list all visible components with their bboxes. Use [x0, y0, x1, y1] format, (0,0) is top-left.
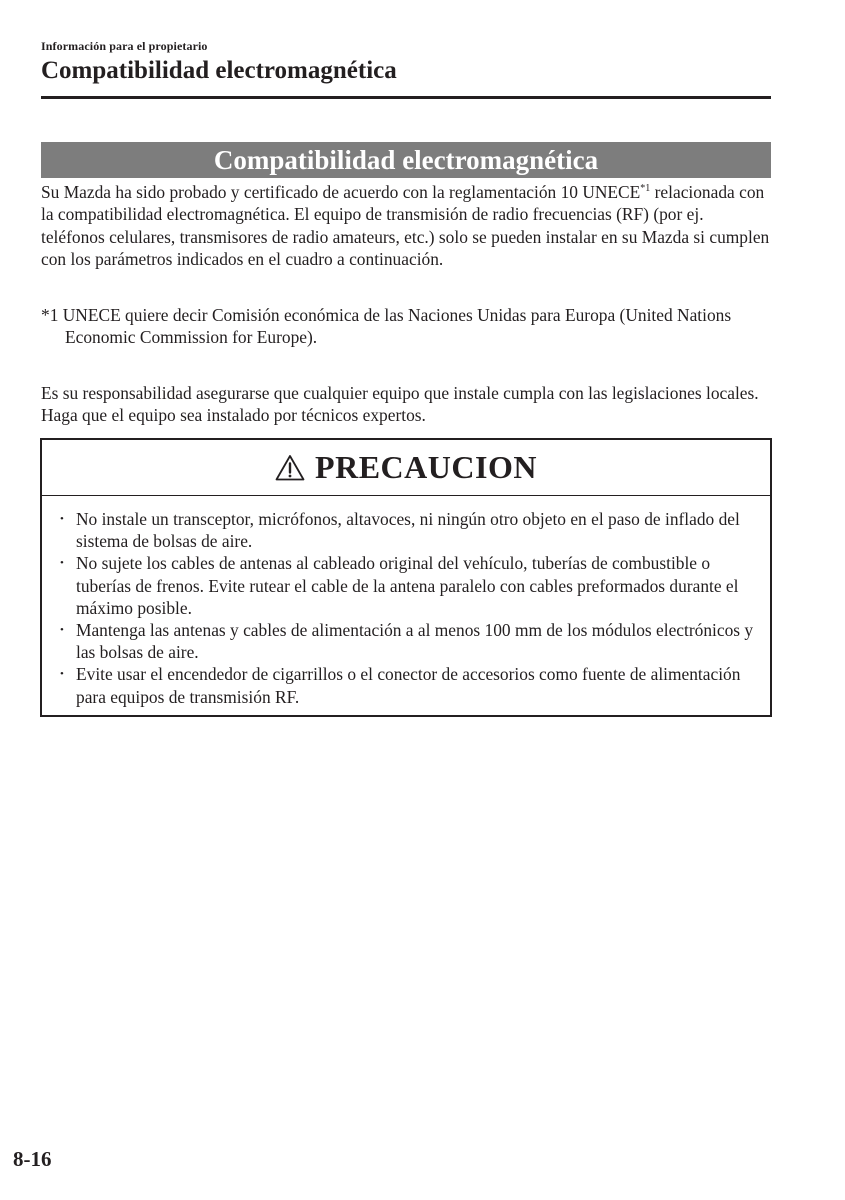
- footnote: *1 UNECE quiere decir Comisión económica de las Naciones Unidas para Europa (United Nations Economic Commission for Europe).: [41, 305, 732, 348]
- intro-paragraph: [41, 181, 771, 271]
- caution-item: • No instale un transceptor, micrófonos, altavoces, ni ningún otro objeto en el paso de inflado del sistema de bolsas de aire.: [76, 508, 758, 552]
- caution-box: [40, 438, 772, 717]
- intro-footnote-marker: *1: [640, 183, 651, 194]
- caution-item: • No sujete los cables de antenas al cableado original del vehículo, tuberías de combustible o tuberías de frenos. Evite rutear el cable de la antena paralelo con cables preformados durante el máximo posible.: [76, 552, 758, 619]
- responsibility-paragraph: Es su responsabilidad asegurarse que cualquier equipo que instale cumpla con las legislaciones locales. Haga que el equipo sea instalado por técnicos expertos.: [41, 383, 759, 426]
- caution-title: PRECAUCION: [315, 449, 537, 485]
- page-title: Compatibilidad electromagnética: [41, 57, 397, 84]
- section-banner: Compatibilidad electromagnética: [41, 142, 771, 178]
- header-eyebrow: Información para el propietario: [41, 39, 208, 53]
- caution-header: [42, 440, 770, 496]
- header-divider: [41, 96, 771, 99]
- page-number: 8-16: [13, 1147, 52, 1171]
- warning-triangle-icon: [275, 454, 305, 481]
- intro-text-continued: relacionada con la compatibilidad electromagnética. El equipo de transmisión de radio frecuencias (RF) (por ej. teléfonos celulares, transmisores de radio amateurs, etc.) solo se pueden instalar en su Mazda si cumplen con los parámetros indicados en el cuadro a continuación.: [41, 182, 770, 270]
- caution-list: [42, 496, 770, 708]
- caution-item: • Evite usar el encendedor de cigarrillos o el conector de accesorios como fuente de alimentación para equipos de transmisión RF.: [76, 663, 758, 707]
- intro-text: Su Mazda ha sido probado y certificado de acuerdo con la reglamentación 10 UNECE: [41, 182, 641, 202]
- caution-item: • Mantenga las antenas y cables de alimentación a al menos 100 mm de los módulos electrónicos y las bolsas de aire.: [76, 619, 758, 663]
